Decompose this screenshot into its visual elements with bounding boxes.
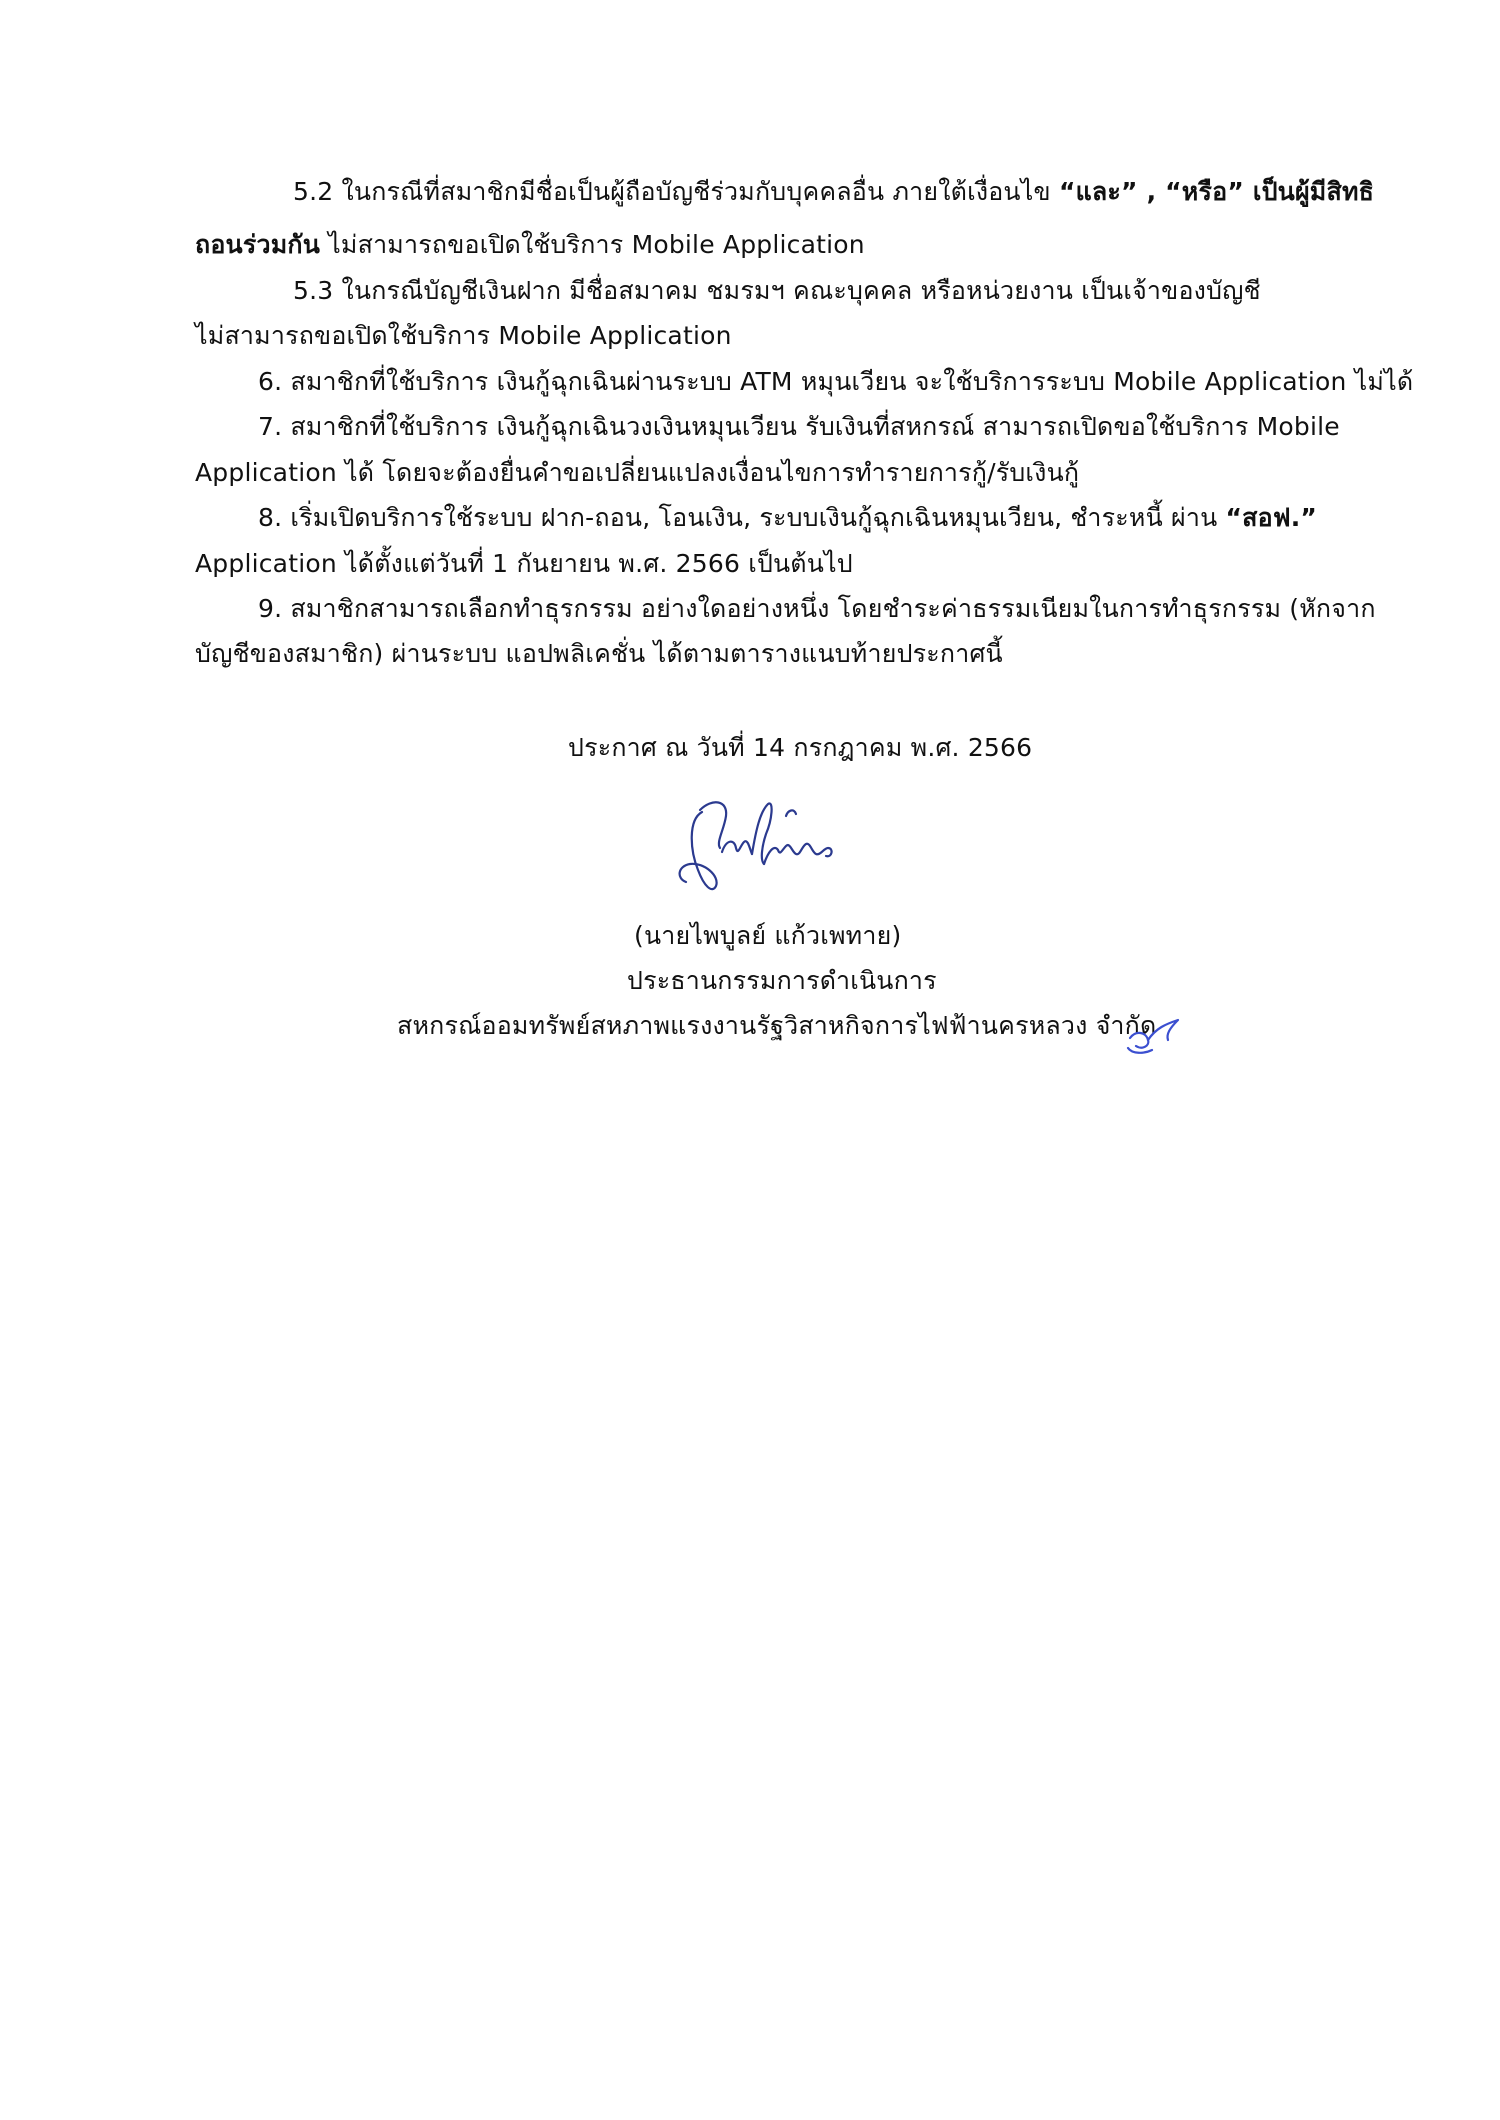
item-8-text: 8. เริ่มเปิดบริการใช้ระบบ ฝาก-ถอน, โอนเงิน, ระบบเงินกู้ฉุกเฉินหมุนเวียน, ชำระหนี้ ผ่าน: [258, 503, 1226, 532]
item-9-line-2: บัญชีของสมาชิก) ผ่านระบบ แอปพลิเคชั่น ได้ตามตารางแนบท้ายประกาศนี้: [195, 639, 1003, 668]
item-5-2-bold-condition: “และ” , “หรือ” เป็นผู้มีสิทธิ: [1058, 177, 1375, 206]
item-5-2-bold-joint: ถอนร่วมกัน: [195, 230, 321, 259]
item-8-line-2: Application ได้ตั้งแต่วันที่ 1 กันยายน พ.ศ. 2566 เป็นต้นไป: [195, 549, 853, 578]
item-5-2-text-end: ไม่สามารถขอเปิดใช้บริการ Mobile Application: [320, 230, 865, 259]
item-9-line-1: 9. สมาชิกสามารถเลือกทำธุรกรรม อย่างใดอย่างหนึ่ง โดยชำระค่าธรรมเนียมในการทำธุรกรรม (หักจาก: [258, 594, 1376, 623]
item-5-2-text: 5.2 ในกรณีที่สมาชิกมีชื่อเป็นผู้ถือบัญชีร่วมกับบุคคลอื่น ภายใต้เงื่อนไข: [293, 177, 1059, 206]
item-5-3-line-2: ไม่สามารถขอเปิดใช้บริการ Mobile Application: [195, 321, 732, 350]
item-5-2-line-2: [195, 229, 865, 261]
signatory-position: ประธานกรรมการดำเนินการ: [627, 966, 937, 995]
item-6-line-1: 6. สมาชิกที่ใช้บริการ เงินกู้ฉุกเฉินผ่านระบบ ATM หมุนเวียน จะใช้บริการระบบ Mobile Application ไม่ได้: [258, 367, 1414, 396]
item-8-bold-app-name: “สอฟ.”: [1225, 503, 1318, 532]
item-7-line-1: 7. สมาชิกที่ใช้บริการ เงินกู้ฉุกเฉินวงเงินหมุนเวียน รับเงินที่สหกรณ์ สามารถเปิดขอใช้บริการ Mobile: [258, 412, 1340, 441]
item-7-line-2: Application ได้ โดยจะต้องยื่นคำขอเปลี่ยนแปลงเงื่อนไขการทำรายการกู้/รับเงินกู้: [195, 458, 1080, 487]
signature-image: [660, 790, 880, 910]
initial-mark: [1122, 1010, 1192, 1060]
signatory-name: (นายไพบูลย์ แก้วเพทาย): [634, 921, 902, 950]
item-5-3-line-1: 5.3 ในกรณีบัญชีเงินฝาก มีชื่อสมาคม ชมรมฯ คณะบุคคล หรือหน่วยงาน เป็นเจ้าของบัญชี: [293, 276, 1261, 305]
announcement-date-text: ประกาศ ณ วันที่ 14 กรกฎาคม พ.ศ. 2566: [568, 733, 1033, 762]
item-5-2-line-1: [293, 176, 1374, 208]
signatory-organization: สหกรณ์ออมทรัพย์สหภาพแรงงานรัฐวิสาหกิจการไฟฟ้านครหลวง จำกัด: [397, 1011, 1157, 1040]
announcement-date: [568, 732, 1032, 764]
item-8-line-1: [258, 502, 1317, 534]
